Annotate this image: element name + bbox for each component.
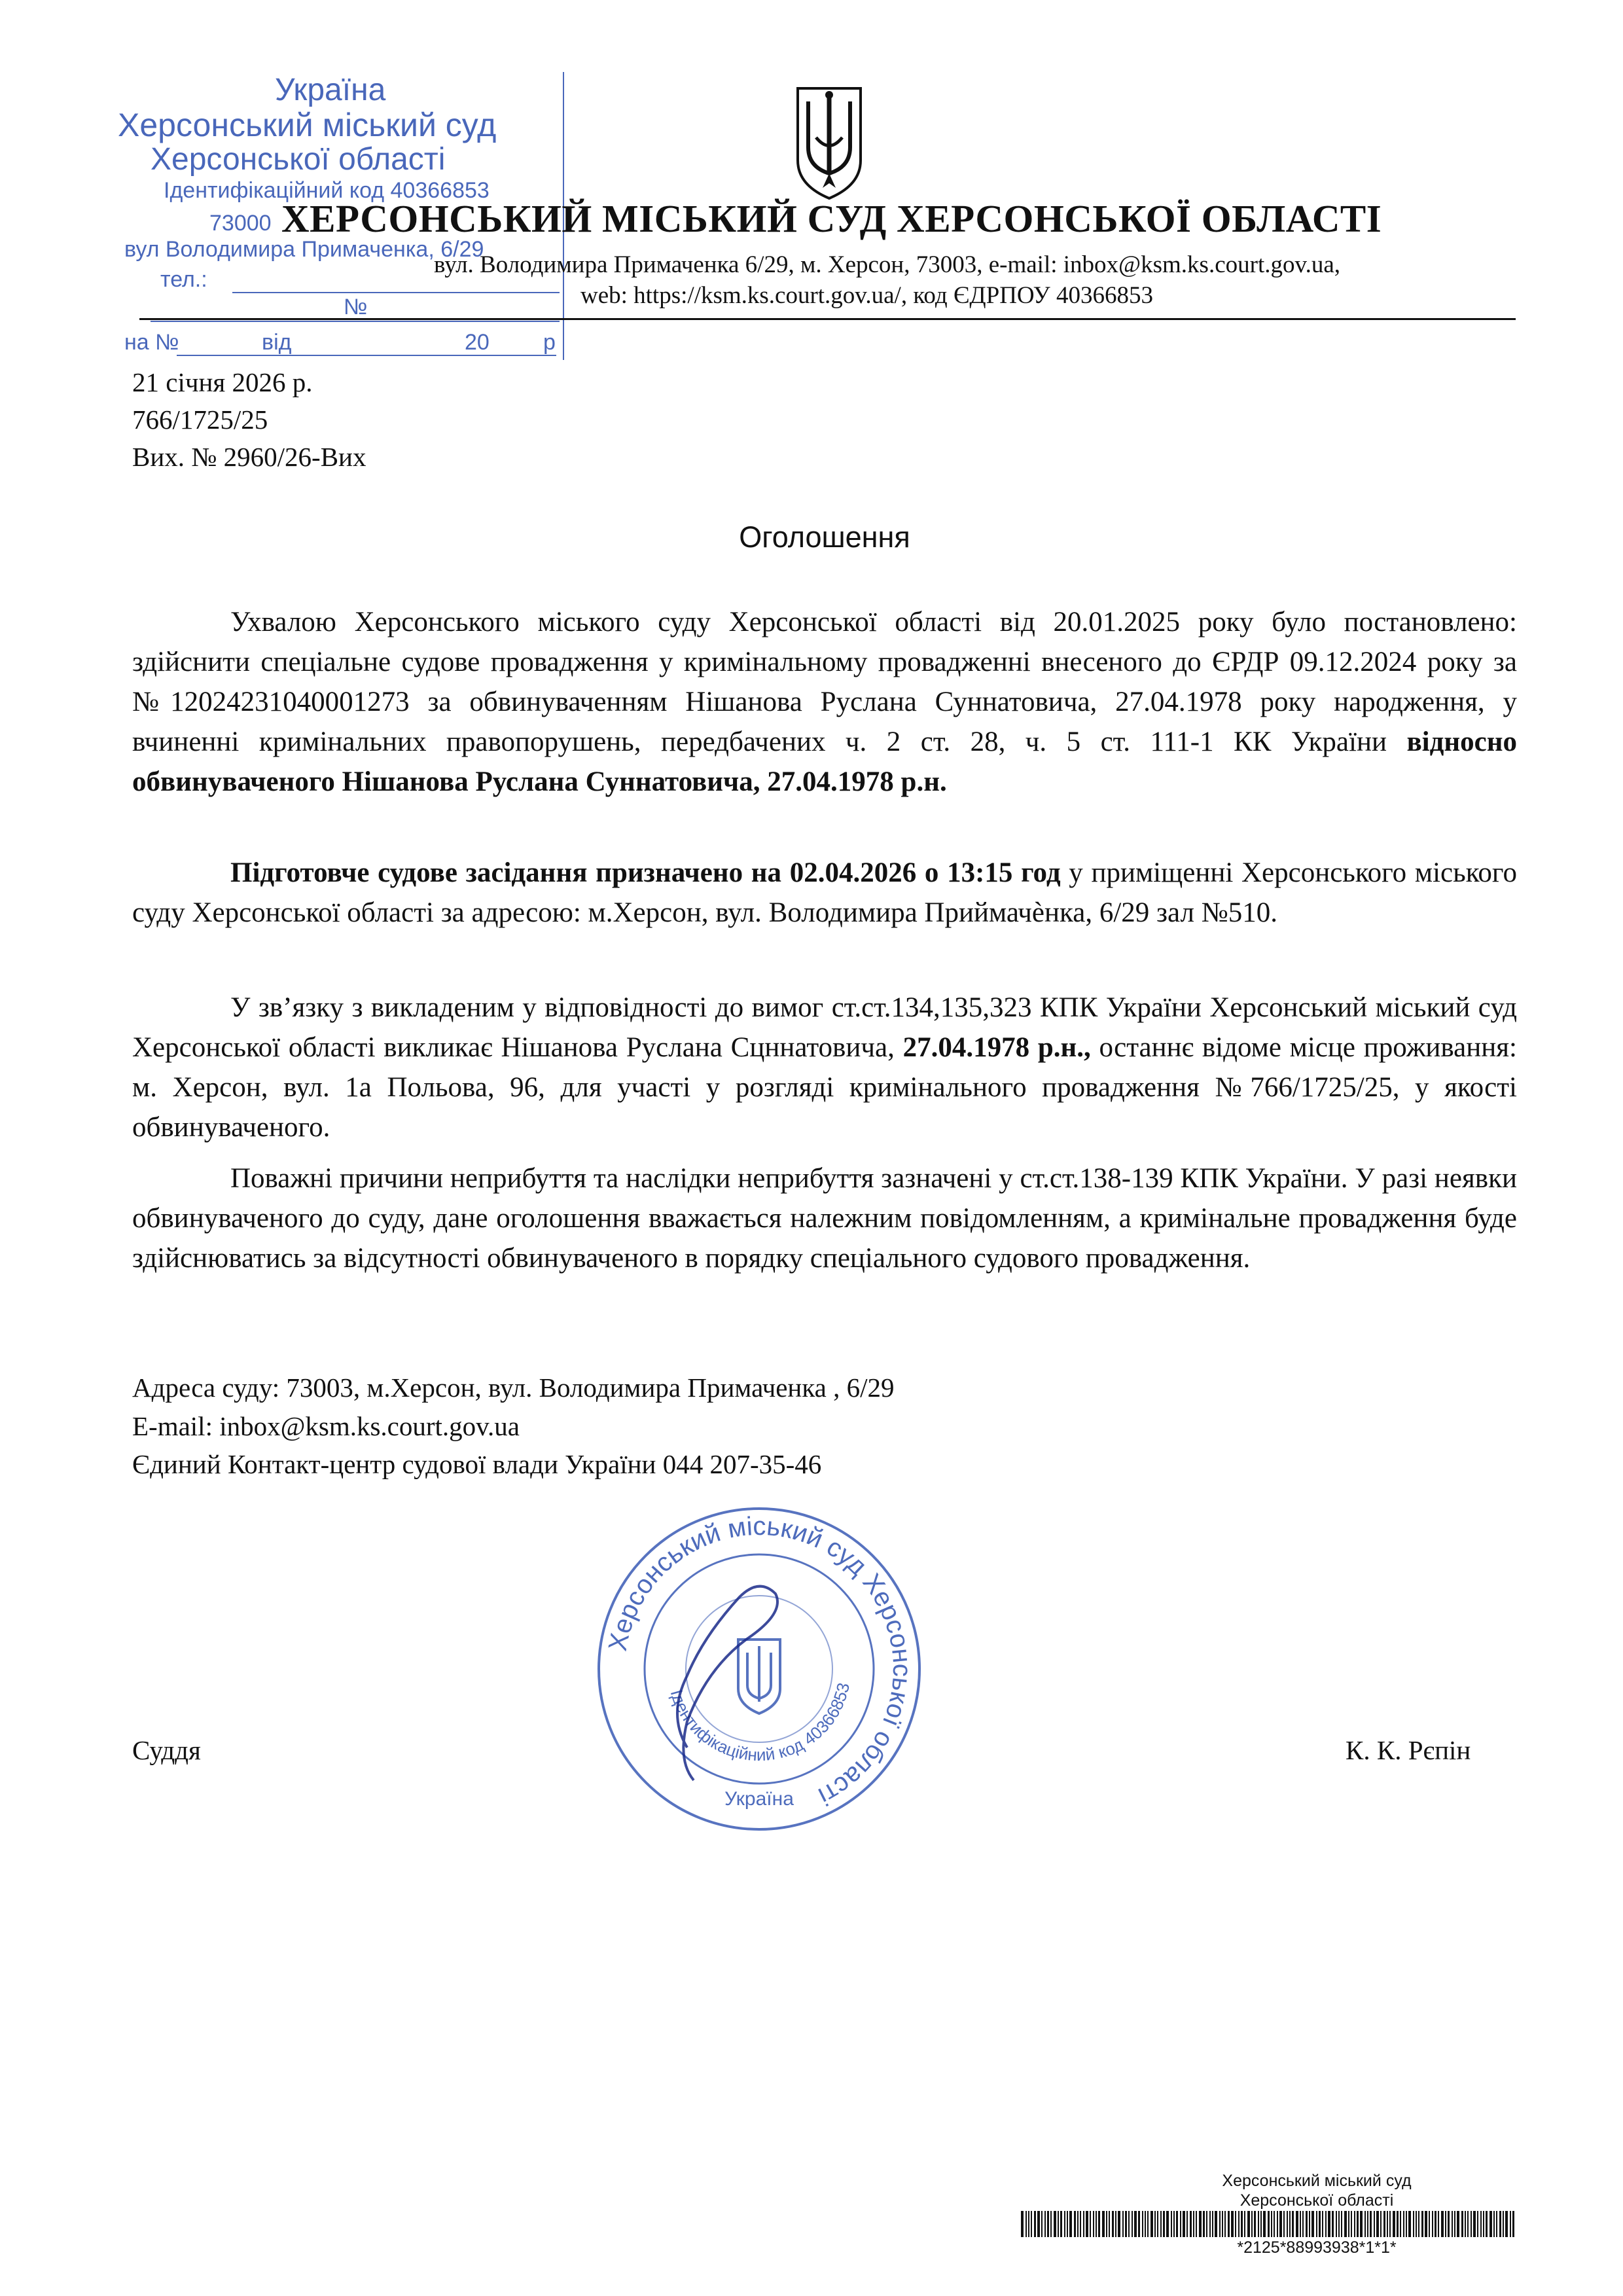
court-title: ХЕРСОНСЬКИЙ МІСЬКИЙ СУД ХЕРСОНСЬКОЇ ОБЛАСТІ [281, 197, 1382, 240]
barcode-bar [1408, 2211, 1411, 2237]
barcode-bar [1154, 2211, 1156, 2237]
barcode-bar [1425, 2211, 1427, 2237]
barcode-bar [1403, 2211, 1404, 2237]
stamp-ref-prefix: на № [124, 330, 179, 355]
seal-country-text: Україна [724, 1788, 794, 1810]
barcode-bar [1163, 2211, 1165, 2237]
barcode-bar [1435, 2211, 1436, 2237]
official-round-seal [589, 1499, 929, 1839]
barcode-bar [1413, 2211, 1414, 2237]
barcode-bar [1235, 2211, 1236, 2237]
barcode-bar [1080, 2211, 1081, 2237]
barcode-bar [1199, 2211, 1202, 2237]
barcode-bar [1316, 2211, 1317, 2237]
barcode-bar [1142, 2211, 1143, 2237]
barcode-bar [1461, 2211, 1463, 2237]
barcode-bar [1215, 2211, 1217, 2237]
seal-code-text: Ідентифікаційний код 40366853 [666, 1681, 854, 1765]
barcode-bar [1268, 2211, 1270, 2237]
barcode-bar [1473, 2211, 1476, 2237]
stamp-ref-line [177, 355, 556, 356]
barcode-bar [1115, 2211, 1116, 2237]
barcode-bar [1364, 2211, 1366, 2237]
barcode-bar [1429, 2211, 1430, 2237]
barcode-bar [1354, 2211, 1355, 2237]
barcode-bar [1336, 2211, 1337, 2237]
footer-court-line2: Херсонської області [1240, 2191, 1394, 2210]
paragraph-consequences [132, 1158, 1517, 1278]
barcode-bar [1074, 2211, 1076, 2237]
barcode-bar [1031, 2211, 1032, 2237]
paragraph-ruling [132, 602, 1517, 802]
seal-ring-text: Херсонський міський суд Херсонської області [603, 1511, 917, 1811]
barcode-bar [1132, 2211, 1133, 2237]
barcode-bar [1438, 2211, 1439, 2237]
barcode-bar [1190, 2211, 1192, 2237]
barcode-bar [1383, 2211, 1385, 2237]
barcode-bar [1454, 2211, 1455, 2237]
barcode-bar [1180, 2211, 1181, 2237]
barcode-bar [1238, 2211, 1240, 2237]
barcode-bar [1283, 2211, 1285, 2237]
barcode-bar [1263, 2211, 1266, 2237]
barcode-bar [1034, 2211, 1036, 2237]
barcode-bar [1138, 2211, 1140, 2237]
barcode-bar [1499, 2211, 1501, 2237]
barcode-bar [1028, 2211, 1029, 2237]
barcode-bar [1489, 2211, 1492, 2237]
barcode-bar [1393, 2211, 1395, 2237]
judge-name: К. К. Рєпін [1346, 1735, 1471, 1765]
barcode-bar [1247, 2211, 1250, 2237]
stamp-country: Україна [275, 73, 386, 107]
barcode-bar [1367, 2211, 1368, 2237]
court-address-line: вул. Володимира Примаченка 6/29, м. Херсон, 73003, e-mail: inbox@ksm.ks.court.gov.ua, [433, 251, 1340, 278]
contact-email: E-mail: inbox@ksm.ks.court.gov.ua [132, 1411, 520, 1441]
barcode-bar [1480, 2211, 1482, 2237]
barcode-bar [1512, 2211, 1514, 2237]
barcode-bar [1186, 2211, 1188, 2237]
barcode-bar [1157, 2211, 1158, 2237]
barcode-bar [1112, 2211, 1114, 2237]
barcode-bar [1102, 2211, 1105, 2237]
barcode-bar [1400, 2211, 1401, 2237]
paragraph-consequences-text: Поважні причини неприбуття та наслідки неприбуття зазначені у ст.ст.138-139 КПК України. У разі неявки обвинуваченого до суду, дане оголошення вважається належним повідомленням, а кримінальне провадження буде здійснюватись за відсутності обвинуваченого в порядку спеціального судового провадження. [132, 1163, 1517, 1274]
barcode-number: *2125*88993938*1*1* [1237, 2238, 1397, 2257]
barcode-bar [1418, 2211, 1419, 2237]
barcode-bar [1064, 2211, 1065, 2237]
stamp-street: вул Володимира Примаченка, 6/29 [124, 237, 484, 262]
barcode-bar [1457, 2211, 1459, 2237]
barcode-bar [1145, 2211, 1146, 2237]
barcode-bar [1348, 2211, 1349, 2237]
barcode-bar [1244, 2211, 1245, 2237]
paragraph-ruling-text: Ухвалою Херсонського міського суду Херсонської області від 20.01.2025 року було постановлено: здійснити спеціальне судове провадження у кримінальному провадженні внесеного до ЄРДР 09.12.2024 року за №12024231040001273 за обвинуваченням Нішанова Руслана Суннатовича, 27.04.1978 року народження, у вчиненні кримінальних правопорушень, передбачених ч. 2 ст. 28, ч. 5 ст. 111-1 КК України [132, 607, 1517, 757]
barcode-bar [1397, 2211, 1399, 2237]
barcode-bar [1510, 2211, 1511, 2237]
barcode-bar [1060, 2211, 1062, 2237]
barcode-bar [1406, 2211, 1407, 2237]
barcode-bar [1134, 2211, 1137, 2237]
barcode-bar [1309, 2211, 1310, 2237]
barcode-bar [1325, 2211, 1327, 2237]
barcode-bar [1445, 2211, 1446, 2237]
barcode-bar [1300, 2211, 1301, 2237]
barcode-bar [1311, 2211, 1314, 2237]
document-heading: Оголошення [739, 520, 910, 554]
barcode-bar [1193, 2211, 1194, 2237]
paragraph-hearing-bold: Підготовче судове засідання призначено на 02.04.2026 о 13:15 год [230, 857, 1061, 888]
barcode-bar [1231, 2211, 1234, 2237]
barcode-bar [1357, 2211, 1359, 2237]
barcode-bar [1090, 2211, 1091, 2237]
barcode-bar [1125, 2211, 1127, 2237]
barcode-bar [1332, 2211, 1334, 2237]
barcode-bar [1219, 2211, 1221, 2237]
barcode-bar [1021, 2211, 1024, 2237]
barcode-bar [1277, 2211, 1278, 2237]
outgoing-number: Вих. № 2960/26-Вих [132, 442, 366, 472]
barcode-bar [1251, 2211, 1253, 2237]
barcode-bar [1254, 2211, 1256, 2237]
barcode-bar [1260, 2211, 1262, 2237]
barcode-bar [1493, 2211, 1495, 2237]
barcode-bar [1026, 2211, 1027, 2237]
barcode-bar [1471, 2211, 1472, 2237]
barcode-bar [1166, 2211, 1169, 2237]
barcode-bar [1147, 2211, 1149, 2237]
barcode-bar [1054, 2211, 1056, 2237]
barcode-bar [1486, 2211, 1488, 2237]
paragraph-summons [132, 988, 1517, 1147]
barcode-bar [1050, 2211, 1052, 2237]
barcode-bar [1338, 2211, 1340, 2237]
barcode-bar [1387, 2211, 1388, 2237]
barcode-bar [1416, 2211, 1417, 2237]
barcode-bar [1344, 2211, 1347, 2237]
barcode-bar [1292, 2211, 1294, 2237]
barcode-bar [1279, 2211, 1282, 2237]
barcode-bar [1173, 2211, 1175, 2237]
barcode-bar [1058, 2211, 1059, 2237]
barcode-bar [1503, 2211, 1504, 2237]
barcode-bar [1069, 2211, 1072, 2237]
barcode-bar [1351, 2211, 1352, 2237]
barcode-bar [1118, 2211, 1120, 2237]
barcode-bar [1109, 2211, 1110, 2237]
barcode-bar [1047, 2211, 1049, 2237]
barcode-bar [1274, 2211, 1275, 2237]
barcode-bar [1306, 2211, 1308, 2237]
barcode-bar [1093, 2211, 1094, 2237]
seal-trident-icon [738, 1640, 780, 1713]
barcode-bar [1302, 2211, 1304, 2237]
contact-center: Єдиний Контакт-центр судової влади України 044 207-35-46 [132, 1449, 822, 1479]
case-number: 766/1725/25 [132, 404, 268, 435]
header-divider [139, 318, 1516, 320]
footer-court-line1: Херсонський міський суд [1222, 2172, 1412, 2190]
barcode-bar [1258, 2211, 1259, 2237]
contact-address: Адреса суду: 73003, м.Херсон, вул. Володимира Примаченка , 6/29 [132, 1372, 895, 1403]
barcode-bar [1421, 2211, 1423, 2237]
stamp-ref-year: 20 [465, 330, 490, 355]
barcode-bar [1176, 2211, 1178, 2237]
barcode-bar [1224, 2211, 1226, 2237]
barcode-bar [1209, 2211, 1211, 2237]
barcode-bar [1106, 2211, 1107, 2237]
barcode-bar [1212, 2211, 1213, 2237]
barcode-bar [1452, 2211, 1453, 2237]
barcode-bar [1441, 2211, 1444, 2237]
stamp-court-line1: Херсонський міський суд [118, 107, 497, 143]
barcode-bar [1203, 2211, 1205, 2237]
barcode-bar [1041, 2211, 1043, 2237]
barcode-icon [1021, 2211, 1518, 2237]
barcode-bar [1360, 2211, 1363, 2237]
barcode-bar [1374, 2211, 1375, 2237]
barcode-bar [1098, 2211, 1100, 2237]
barcode-bar [1128, 2211, 1130, 2237]
barcode-bar [1044, 2211, 1046, 2237]
barcode-bar [1477, 2211, 1478, 2237]
barcode-bar [1037, 2211, 1040, 2237]
barcode-bar [1322, 2211, 1323, 2237]
stamp-no-line [151, 321, 560, 322]
court-web-line: web: https://ksm.ks.court.gov.ua/, код ЄДРПОУ 40366853 [580, 282, 1153, 309]
barcode-bar [1183, 2211, 1185, 2237]
barcode-bar [1160, 2211, 1162, 2237]
stamp-ref-suffix: р [543, 330, 556, 355]
barcode-bar [1341, 2211, 1342, 2237]
barcode-bar [1271, 2211, 1272, 2237]
paragraph-summons-text: У зв’язку з викладеним у відповідності до вимог ст.ст.134,135,323 КПК України Херсонський міський суд Херсонської області викликає Нішанова Руслана Сцннатовича, [132, 992, 1517, 1063]
barcode-bar [1376, 2211, 1379, 2237]
barcode-bar [1086, 2211, 1088, 2237]
trident-emblem-icon [783, 75, 875, 206]
barcode-bar [1505, 2211, 1508, 2237]
paragraph-hearing [132, 853, 1517, 933]
document-date: 21 січня 2026 р. [132, 367, 313, 397]
stamp-court-line2: Херсонської області [151, 142, 446, 177]
barcode-bar [1241, 2211, 1243, 2237]
barcode-bar [1328, 2211, 1330, 2237]
stamp-ref-from: від [262, 330, 292, 355]
barcode-bar [1067, 2211, 1068, 2237]
paragraph-summons-text2: останнє відоме місце проживання: м. Херсон, вул. 1а Польова, 96, для участі у розгляді кримінального провадження №766/1725/25, у якості обвинуваченого. [132, 1032, 1517, 1143]
stamp-id-code: Ідентифікаційний код 40366853 [164, 178, 490, 203]
barcode-bar [1483, 2211, 1484, 2237]
stamp-postcode: 73000 [209, 211, 272, 236]
barcode-bar [1496, 2211, 1497, 2237]
barcode-bar [1196, 2211, 1197, 2237]
barcode-bar [1296, 2211, 1298, 2237]
barcode-bar [1206, 2211, 1207, 2237]
barcode-bar [1287, 2211, 1288, 2237]
barcode-bar [1083, 2211, 1084, 2237]
barcode-bar [1319, 2211, 1321, 2237]
barcode-bar [1448, 2211, 1450, 2237]
barcode-bar [1370, 2211, 1372, 2237]
barcode-bar [1222, 2211, 1223, 2237]
barcode-bar [1171, 2211, 1172, 2237]
paragraph-hearing-text: у приміщенні Херсонського міського суду Херсонської області за адресою: м.Херсон, вул. Володимира Приймачѐнка, 6/29 зал №510. [132, 857, 1517, 928]
barcode-bar [1465, 2211, 1466, 2237]
barcode-bar [1467, 2211, 1469, 2237]
paragraph-ruling-bold: відносно обвинуваченого Нішанова Руслана Суннатовича, 27.04.1978 р.н. [132, 726, 1517, 797]
stamp-tel-label: тел.: [160, 267, 207, 292]
barcode-bar [1380, 2211, 1382, 2237]
barcode-bar [1096, 2211, 1097, 2237]
barcode-bar [1432, 2211, 1433, 2237]
judge-label: Суддя [132, 1735, 201, 1765]
paragraph-summons-bold: 27.04.1978 р.н., [902, 1032, 1091, 1063]
barcode-bar [1077, 2211, 1079, 2237]
barcode-bar [1389, 2211, 1391, 2237]
barcode-bar [1122, 2211, 1124, 2237]
barcode-bar [1289, 2211, 1291, 2237]
stamp-no-label: № [344, 295, 368, 319]
barcode-bar [1150, 2211, 1153, 2237]
barcode-bar [1228, 2211, 1230, 2237]
